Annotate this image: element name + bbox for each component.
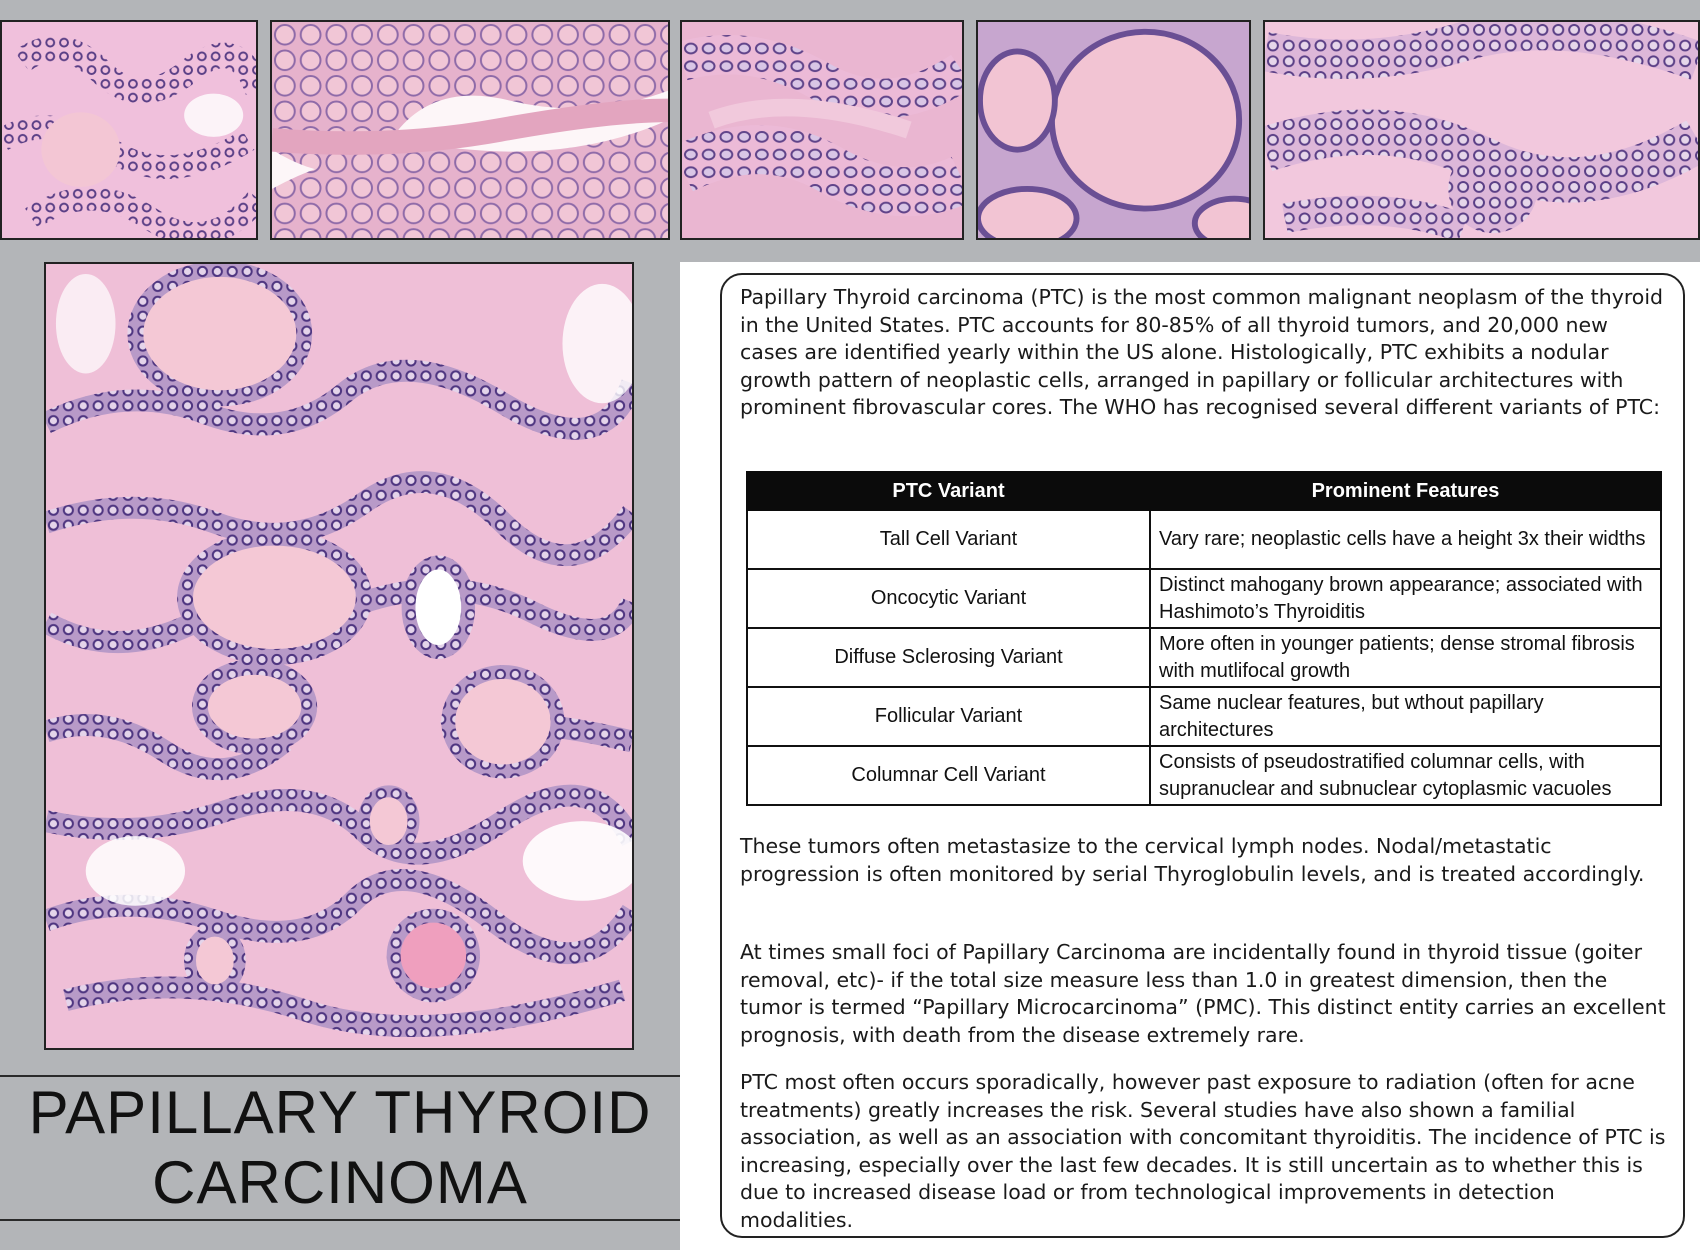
histology-thumbnail-1 [0, 20, 258, 240]
risk-paragraph: PTC most often occurs sporadically, however past exposure to radiation (often for acne treatments) greatly increases the risk. Several studies have also shown a familial association, as well as an association with concomitant thyroiditis. The incidence of PTC is increasing, especially over the last few decades. It is still uncertain as to whether this is due to increased disease load or from technological improvements in detection modalities. [740, 1070, 1666, 1232]
variant-name: Follicular Variant [747, 687, 1150, 746]
variant-features: Vary rare; neoplastic cells have a height 3x their widths [1150, 510, 1661, 569]
table-row [747, 746, 1661, 805]
variant-name: Columnar Cell Variant [747, 746, 1150, 805]
title-rule-bottom [0, 1219, 680, 1221]
description-box [720, 273, 1685, 1238]
table-row [747, 569, 1661, 628]
main-histology-image [44, 262, 634, 1050]
intro-paragraph: Papillary Thyroid carcinoma (PTC) is the most common malignant neoplasm of the thyroid in the United States. PTC accounts for 80-85% of all thyroid tumors, and 20,000 new cases are identified yearly within the US alone. Histologically, PTC exhibits a nodular growth pattern of neoplastic cells, arranged in papillary or follicular architectures with prominent fibrovascular cores. The WHO has recognised several different variants of PTC: [740, 285, 1664, 419]
table-header-variant: PTC Variant [747, 472, 1150, 510]
variant-name: Oncocytic Variant [747, 569, 1150, 628]
histology-thumbnail-5 [1263, 20, 1700, 240]
variant-features: Consists of pseudostratified columnar cells, with supranuclear and subnuclear cytoplasmic vacuoles [1150, 746, 1661, 805]
table-row [747, 628, 1661, 687]
title-line-1: PAPILLARY THYROID [28, 1079, 652, 1146]
table-row [747, 687, 1661, 746]
histology-thumbnail-2 [270, 20, 670, 240]
microcarcinoma-paragraph: At times small foci of Papillary Carcinoma are incidentally found in thyroid tissue (goiter removal, etc)- if the total size measure less than 1.0 in greatest dimension, then the tumor is termed “Papillary Microcarcinoma” (PMC). This distinct entity carries an excellent prognosis, with death from the disease extremely rare. [740, 940, 1666, 1047]
table-header-features: Prominent Features [1150, 472, 1661, 510]
histology-thumbnail-4 [976, 20, 1251, 240]
variant-name: Tall Cell Variant [747, 510, 1150, 569]
metastasis-paragraph: These tumors often metastasize to the cervical lymph nodes. Nodal/metastatic progression is often monitored by serial Thyroglobulin levels, and is treated accordingly. [740, 834, 1645, 886]
histology-thumbnail-3 [680, 20, 964, 240]
variant-name: Diffuse Sclerosing Variant [747, 628, 1150, 687]
variants-table [746, 471, 1662, 806]
title-rule-top [0, 1075, 680, 1077]
title-line-2: CARCINOMA [152, 1149, 528, 1216]
table-header-row [747, 472, 1661, 510]
variant-features: Distinct mahogany brown appearance; associated with Hashimoto’s Thyroiditis [1150, 569, 1661, 628]
variant-features: Same nuclear features, but wthout papillary architectures [1150, 687, 1661, 746]
variant-features: More often in younger patients; dense stromal fibrosis with mutlifocal growth [1150, 628, 1661, 687]
page-title [0, 1078, 680, 1218]
table-row [747, 510, 1661, 569]
